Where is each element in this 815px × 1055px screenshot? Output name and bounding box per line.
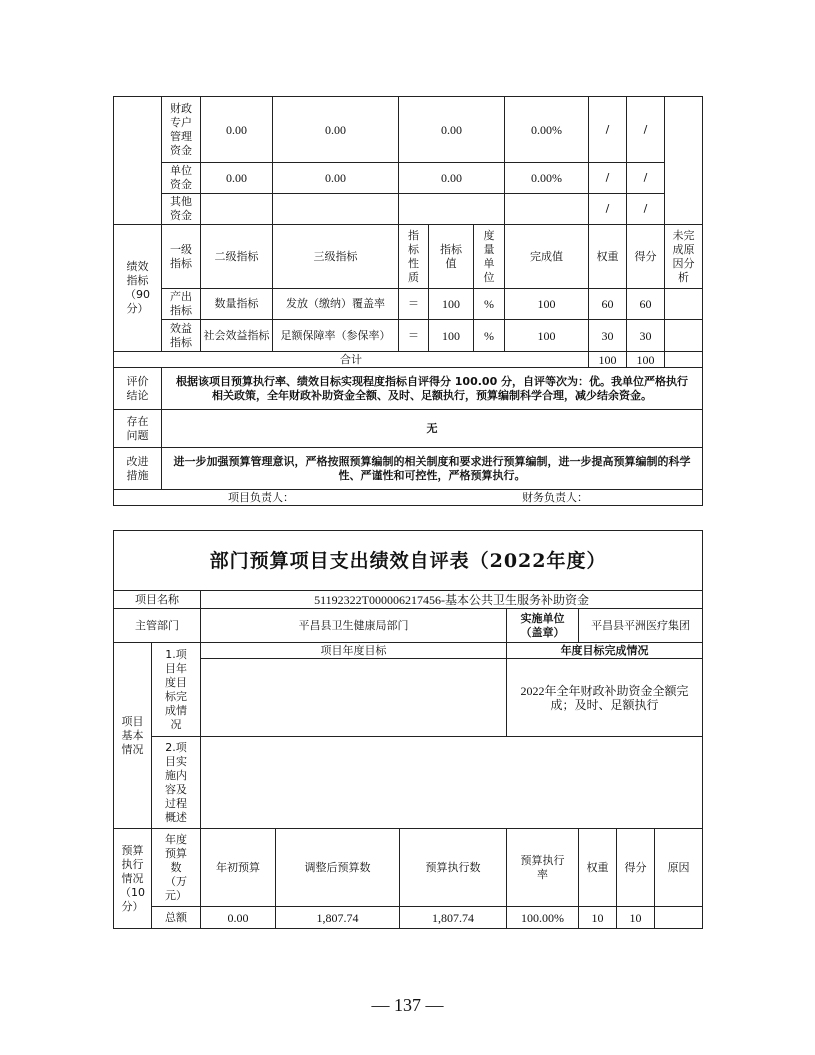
score: / (627, 163, 665, 194)
indicator-level1: 产出指标 (170, 290, 192, 317)
execution-rate (505, 194, 589, 225)
goal-label: 1.项目年度目标完成情况 (165, 647, 187, 731)
executed-budget: 0.00 (399, 163, 505, 194)
total-weight: 10 (579, 907, 617, 929)
project-name-label: 项目名称 (114, 591, 201, 609)
problems-row (114, 410, 703, 448)
budget-total-row (114, 907, 703, 929)
adjusted-budget: 0.00 (273, 97, 399, 163)
measures-row (114, 448, 703, 490)
total-rate: 100.00% (507, 907, 579, 929)
initial-budget (201, 194, 273, 225)
indicator-level2: 社会效益指标 (201, 320, 273, 352)
fund-row (114, 194, 703, 225)
impl-content-text (201, 737, 703, 829)
executed-budget (399, 194, 505, 225)
signature-row (114, 490, 703, 506)
total-label: 总额 (152, 907, 201, 929)
total-score: 10 (617, 907, 655, 929)
form-title: 部门预算项目支出绩效自评表（2022年度） (114, 531, 703, 591)
goal-content-row (114, 659, 703, 737)
perf-label: 绩效指标（90分） (125, 260, 150, 315)
header-adjusted: 调整后预算数 (276, 829, 400, 907)
goal-done-text: 2022年全年财政补助资金全额完成；及时、足额执行 (507, 659, 703, 737)
header-reason: 原因 (655, 829, 703, 907)
indicator-level3: 发放（缴纳）覆盖率 (273, 289, 399, 320)
executed-budget: 0.00 (399, 97, 505, 163)
project-lead-label: 项目负责人： (228, 490, 294, 504)
blank-cell (665, 352, 703, 368)
impl-value: 平昌县平洲医疗集团 (579, 609, 703, 643)
header-executed: 预算执行数 (400, 829, 507, 907)
execution-rate: 0.00% (505, 163, 589, 194)
indicator-row (114, 320, 703, 352)
header-weight: 权重 (579, 829, 617, 907)
budget-header-row (114, 829, 703, 907)
indicator-reason (665, 289, 703, 320)
indicator-weight: 60 (589, 289, 627, 320)
project-name-row (114, 591, 703, 609)
header-value: 指标值 (440, 242, 462, 270)
header-rate: 预算执行率 (520, 853, 565, 881)
header-weight: 权重 (589, 225, 627, 289)
problems-text: 无 (162, 410, 703, 448)
impl-content-row (114, 737, 703, 829)
total-score: 100 (627, 352, 665, 368)
indicator-nature: ＝ (399, 289, 429, 320)
total-initial: 0.00 (201, 907, 276, 929)
header-score: 得分 (617, 829, 655, 907)
indicator-completion: 100 (505, 320, 589, 352)
fund-label: 其他资金 (170, 195, 192, 222)
conclusion-row (114, 368, 703, 410)
problems-label: 存在问题 (126, 414, 149, 442)
indicator-completion: 100 (505, 289, 589, 320)
goal-text (201, 659, 507, 737)
indicator-unit: % (474, 320, 505, 352)
initial-budget: 0.00 (201, 97, 273, 163)
header-initial: 年初预算 (201, 829, 276, 907)
impl-label: 实施单位（盖章） (520, 611, 565, 639)
goal-header-row (114, 643, 703, 659)
budget-unit-label: 年度预算数（万元） (165, 832, 187, 902)
indicator-value: 100 (429, 320, 474, 352)
impl-content-label: 2.项目实施内容及过程概述 (165, 740, 187, 824)
header-unit: 度量单位 (483, 228, 495, 284)
finance-lead-label: 财务负责人： (522, 490, 589, 504)
total-adjusted: 1,807.74 (276, 907, 400, 929)
indicator-score: 30 (627, 320, 665, 352)
fund-row (114, 163, 703, 194)
budget-label: 预算执行情况（10分） (120, 843, 145, 913)
header-score: 得分 (627, 225, 665, 289)
total-executed: 1,807.74 (400, 907, 507, 929)
goal-col-header: 项目年度目标 (201, 643, 507, 659)
indicator-level1: 效益指标 (170, 321, 192, 349)
adjusted-budget (273, 194, 399, 225)
indicator-row (114, 289, 703, 320)
header-completion: 完成值 (505, 225, 589, 289)
measures-text: 进一步加强预算管理意识，严格按照预算编制的相关制度和要求进行预算编制，进一步提高预算编制的科学性、严谨性和可控性，严格预算执行。 (162, 448, 703, 490)
indicator-score: 60 (627, 289, 665, 320)
indicator-weight: 30 (589, 320, 627, 352)
header-level2: 二级指标 (201, 225, 273, 289)
weight: / (589, 194, 627, 225)
title-row (114, 531, 703, 591)
fund-label: 单位资金 (170, 164, 192, 191)
initial-budget: 0.00 (201, 163, 273, 194)
goal-done-header: 年度目标完成情况 (507, 643, 703, 659)
bottom-self-eval-table (113, 530, 703, 929)
blank-cell (114, 97, 162, 225)
blank-cell (665, 97, 703, 225)
indicator-reason (665, 320, 703, 352)
indicator-value: 100 (429, 289, 474, 320)
indicator-nature: ＝ (399, 320, 429, 352)
adjusted-budget: 0.00 (273, 163, 399, 194)
score: / (627, 97, 665, 163)
total-reason (655, 907, 703, 929)
indicator-header-row (114, 225, 703, 289)
project-name: 51192322T000006217456-基本公共卫生服务补助资金 (201, 591, 703, 609)
fund-row (114, 97, 703, 163)
total-label: 合计 (114, 352, 589, 368)
conclusion-text: 根据该项目预算执行率、绩效目标实现程度指标自评得分 100.00 分，自评等次为：优。我单位严格执行相关政策，全年财政补助资金全额、及时、足额执行，预算编制科学合理，减少结余资金。 (162, 368, 703, 410)
basic-label: 项目基本情况 (121, 714, 144, 756)
conclusion-label: 评价结论 (126, 374, 149, 402)
indicator-unit: % (474, 289, 505, 320)
dept-label: 主管部门 (114, 609, 201, 643)
weight: / (589, 163, 627, 194)
score: / (627, 194, 665, 225)
header-level3: 三级指标 (273, 225, 399, 289)
indicator-level2: 数量指标 (201, 289, 273, 320)
page-number: — 137 — (371, 995, 444, 1015)
header-nature: 指标性质 (408, 228, 419, 284)
header-reason: 未完成原因分析 (672, 228, 695, 284)
dept-value: 平昌县卫生健康局部门 (201, 609, 507, 643)
weight: / (589, 97, 627, 163)
top-performance-table (113, 96, 703, 506)
measures-label: 改进措施 (126, 454, 149, 482)
fund-label: 财政专户管理资金 (170, 101, 192, 157)
header-level1: 一级指标 (170, 242, 192, 270)
indicator-level3: 足额保障率（参保率） (273, 320, 399, 352)
dept-row (114, 609, 703, 643)
execution-rate: 0.00% (505, 97, 589, 163)
total-weight: 100 (589, 352, 627, 368)
total-row (114, 352, 703, 368)
